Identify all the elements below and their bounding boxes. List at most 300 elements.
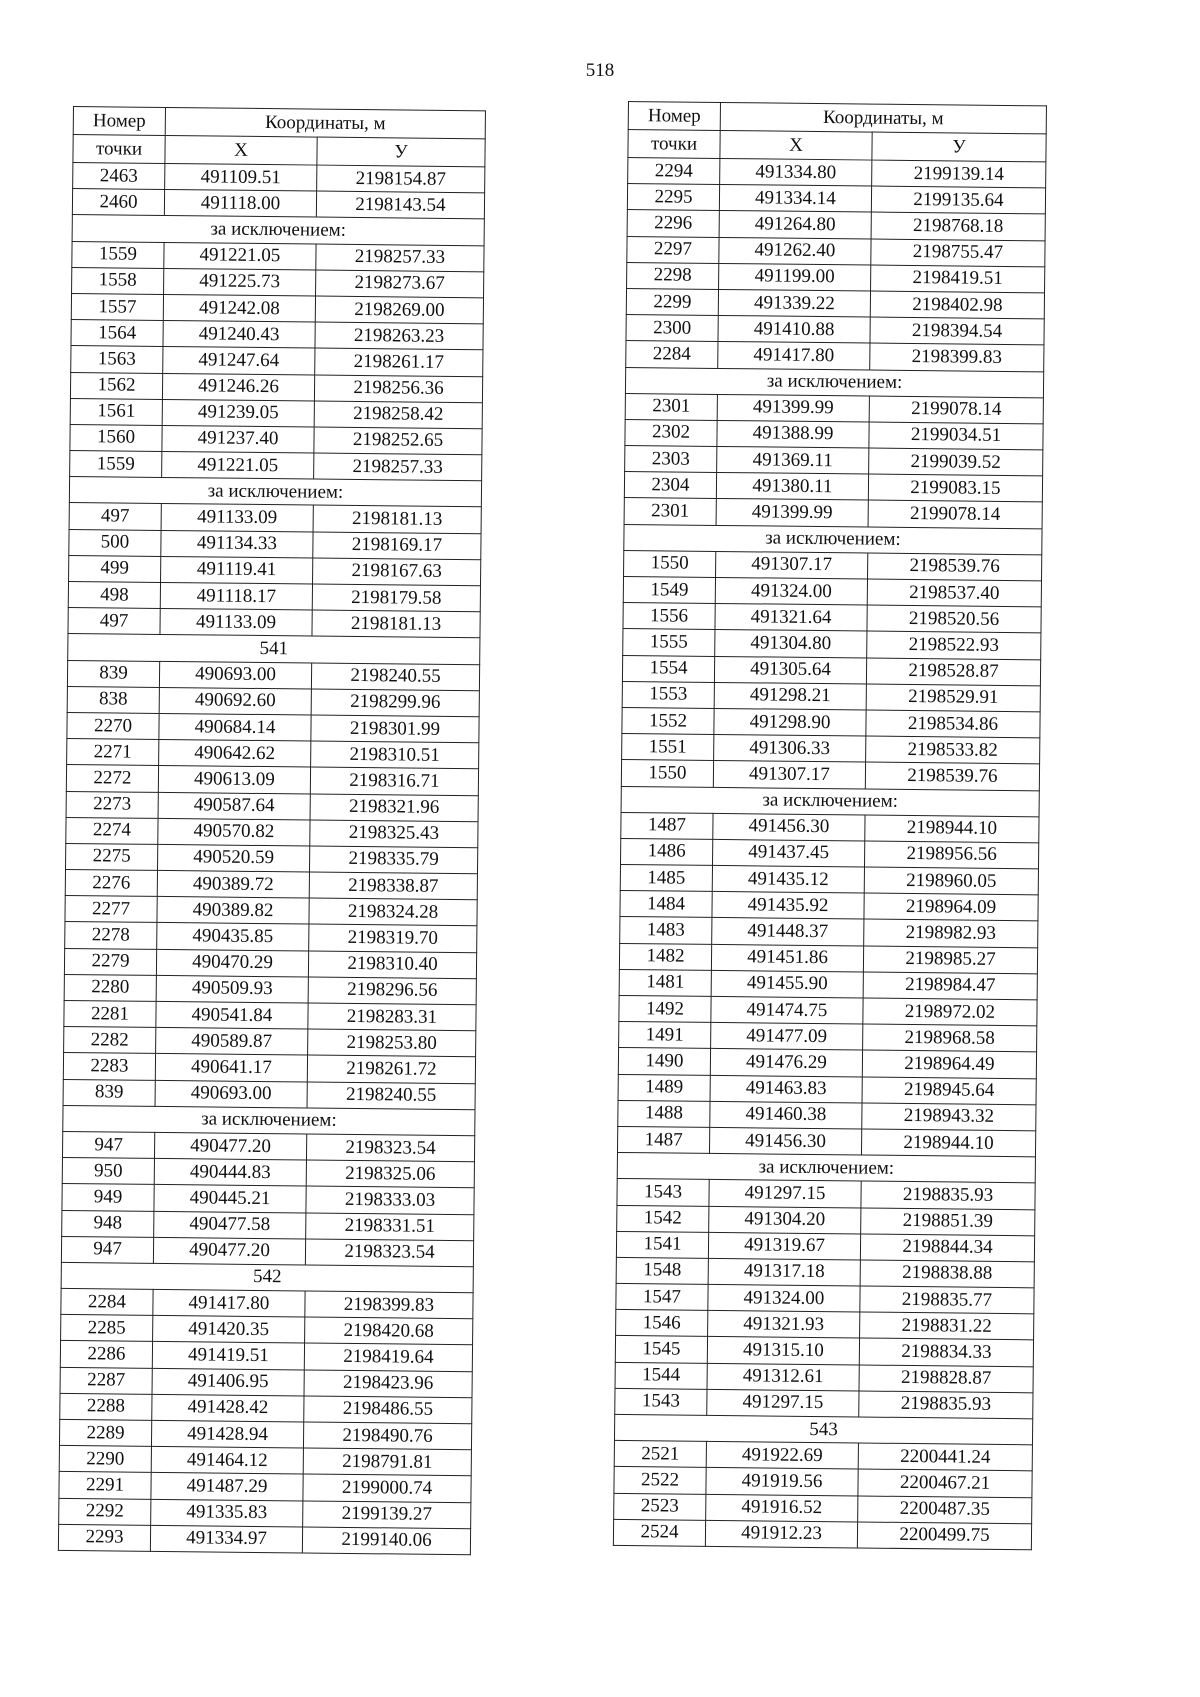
y-coordinate-cell: 2198399.83 — [870, 343, 1044, 371]
y-coordinate-cell: 2198835.77 — [860, 1286, 1034, 1314]
point-number-cell: 1559 — [72, 241, 164, 268]
point-number-cell: 1559 — [70, 451, 162, 478]
x-coordinate-cell: 491306.33 — [714, 735, 866, 763]
section-label: за исключением: — [617, 1153, 1035, 1184]
header-coordinates: Координаты, м — [165, 107, 485, 138]
x-coordinate-cell: 491307.17 — [716, 551, 868, 579]
point-number-cell: 839 — [67, 660, 159, 687]
y-coordinate-cell: 2199139.27 — [303, 1501, 471, 1529]
x-coordinate-cell: 491399.99 — [716, 499, 868, 527]
y-coordinate-cell: 2198423.96 — [304, 1370, 472, 1398]
point-number-cell: 2278 — [65, 922, 157, 949]
x-coordinate-cell: 491221.05 — [164, 242, 316, 270]
x-coordinate-cell: 491133.09 — [161, 504, 313, 532]
x-coordinate-cell: 491321.64 — [715, 604, 867, 632]
y-coordinate-cell: 2198323.54 — [306, 1134, 474, 1162]
x-coordinate-cell: 490684.14 — [159, 713, 311, 741]
point-number-cell: 2285 — [61, 1315, 153, 1342]
x-coordinate-cell: 490477.20 — [153, 1237, 305, 1265]
point-number-cell: 1484 — [620, 891, 712, 918]
point-number-cell: 2282 — [64, 1027, 156, 1054]
point-number-cell: 1487 — [617, 1126, 709, 1153]
point-number-cell: 2284 — [61, 1289, 153, 1316]
point-number-cell: 1483 — [620, 917, 712, 944]
x-coordinate-cell: 491456.30 — [713, 813, 865, 841]
x-coordinate-cell: 491388.99 — [717, 420, 869, 448]
point-number-cell: 1562 — [70, 372, 162, 399]
x-coordinate-cell: 491134.33 — [161, 530, 313, 558]
point-number-cell: 2296 — [627, 210, 719, 237]
header-point-number-line2: точки — [628, 130, 720, 159]
point-number-cell: 1556 — [623, 603, 715, 630]
x-coordinate-cell: 490693.00 — [155, 1080, 307, 1108]
x-coordinate-cell: 491419.51 — [152, 1342, 304, 1370]
x-coordinate-cell: 491109.51 — [165, 163, 317, 191]
y-coordinate-cell: 2198257.33 — [316, 244, 484, 272]
point-number-cell: 950 — [62, 1158, 154, 1185]
x-coordinate-cell: 491476.29 — [710, 1049, 862, 1077]
point-number-cell: 949 — [62, 1184, 154, 1211]
y-coordinate-cell: 2198321.96 — [310, 794, 478, 822]
x-coordinate-cell: 491435.12 — [712, 865, 864, 893]
point-number-cell: 2272 — [66, 765, 158, 792]
x-coordinate-cell: 491380.11 — [716, 473, 868, 501]
x-coordinate-cell: 490389.72 — [157, 870, 309, 898]
y-coordinate-cell: 2198263.23 — [315, 322, 483, 350]
point-number-cell: 2522 — [614, 1467, 706, 1494]
y-coordinate-cell: 2198169.17 — [313, 532, 481, 560]
x-coordinate-cell: 491477.09 — [711, 1023, 863, 1051]
point-number-cell: 2280 — [64, 974, 156, 1001]
y-coordinate-cell: 2199140.06 — [302, 1527, 470, 1555]
x-coordinate-cell: 491262.40 — [719, 237, 871, 265]
x-coordinate-cell: 491317.18 — [708, 1258, 860, 1286]
y-coordinate-cell: 2199034.51 — [869, 422, 1043, 450]
y-coordinate-cell: 2198324.28 — [309, 898, 477, 926]
table-row — [58, 1524, 470, 1555]
x-coordinate-cell: 490477.20 — [154, 1132, 306, 1160]
y-coordinate-cell: 2198972.02 — [863, 998, 1037, 1026]
x-coordinate-cell: 491298.21 — [714, 682, 866, 710]
x-coordinate-cell: 490693.00 — [159, 661, 311, 689]
point-number-cell: 2295 — [627, 184, 719, 211]
y-coordinate-cell: 2200499.75 — [857, 1522, 1031, 1550]
y-coordinate-cell: 2198310.51 — [311, 741, 479, 769]
y-coordinate-cell: 2198143.54 — [316, 191, 484, 219]
y-coordinate-cell: 2198296.56 — [308, 977, 476, 1005]
point-number-cell: 2290 — [59, 1446, 151, 1473]
y-coordinate-cell: 2198179.58 — [312, 584, 480, 612]
y-coordinate-cell: 2198537.40 — [867, 579, 1041, 607]
point-number-cell: 2304 — [624, 472, 716, 499]
y-coordinate-cell: 2198984.47 — [863, 972, 1037, 1000]
table-body-left — [58, 163, 485, 1555]
x-coordinate-cell: 491455.90 — [711, 970, 863, 998]
x-coordinate-cell: 491912.23 — [705, 1520, 857, 1548]
section-label: за исключением: — [624, 524, 1042, 555]
point-number-cell: 2291 — [59, 1472, 151, 1499]
y-coordinate-cell: 2198301.99 — [311, 715, 479, 743]
point-number-cell: 1546 — [616, 1310, 708, 1337]
point-number-cell: 1486 — [621, 838, 713, 865]
point-number-cell: 2524 — [613, 1519, 705, 1546]
x-coordinate-cell: 491133.09 — [160, 609, 312, 637]
point-number-cell: 1549 — [623, 576, 715, 603]
point-number-cell: 2521 — [614, 1441, 706, 1468]
y-coordinate-cell: 2198335.79 — [309, 846, 477, 874]
y-coordinate-cell: 2198533.82 — [866, 736, 1040, 764]
x-coordinate-cell: 490641.17 — [155, 1054, 307, 1082]
y-coordinate-cell: 2198828.87 — [859, 1365, 1033, 1393]
point-number-cell: 2273 — [66, 791, 158, 818]
point-number-cell: 947 — [62, 1131, 154, 1158]
section-label: 543 — [614, 1414, 1032, 1445]
y-coordinate-cell: 2199039.52 — [869, 448, 1043, 476]
y-coordinate-cell: 2198338.87 — [309, 872, 477, 900]
point-number-cell: 1548 — [616, 1257, 708, 1284]
y-coordinate-cell: 2198982.93 — [864, 919, 1038, 947]
point-number-cell: 1553 — [622, 681, 714, 708]
x-coordinate-cell: 491246.26 — [162, 373, 314, 401]
y-coordinate-cell: 2198257.33 — [314, 453, 482, 481]
x-coordinate-cell: 491242.08 — [163, 294, 315, 322]
y-coordinate-cell: 2198331.51 — [306, 1212, 474, 1240]
y-coordinate-cell: 2198323.54 — [305, 1239, 473, 1267]
x-coordinate-cell: 491239.05 — [162, 399, 314, 427]
y-coordinate-cell: 2198253.80 — [308, 1029, 476, 1057]
point-number-cell: 2523 — [614, 1493, 706, 1520]
y-coordinate-cell: 2198490.76 — [303, 1422, 471, 1450]
point-number-cell: 1482 — [619, 943, 711, 970]
x-coordinate-cell: 491410.88 — [718, 316, 870, 344]
y-coordinate-cell: 2198755.47 — [871, 239, 1045, 267]
page-number: 518 — [585, 60, 615, 81]
y-coordinate-cell: 2198316.71 — [310, 767, 478, 795]
y-coordinate-cell: 2198968.58 — [863, 1024, 1037, 1052]
table-row — [613, 1519, 1031, 1550]
y-coordinate-cell: 2198258.42 — [314, 401, 482, 429]
y-coordinate-cell: 2199078.14 — [868, 500, 1042, 528]
point-number-cell: 2301 — [624, 498, 716, 525]
point-number-cell: 1541 — [616, 1231, 708, 1258]
point-number-cell: 1560 — [70, 424, 162, 451]
y-coordinate-cell: 2198394.54 — [870, 317, 1044, 345]
x-coordinate-cell: 491118.17 — [160, 582, 312, 610]
point-number-cell: 2287 — [60, 1367, 152, 1394]
point-number-cell: 500 — [69, 529, 161, 556]
x-coordinate-cell: 491464.12 — [151, 1447, 303, 1475]
point-number-cell: 497 — [69, 503, 161, 530]
point-number-cell: 1561 — [70, 398, 162, 425]
x-coordinate-cell: 491319.67 — [708, 1232, 860, 1260]
point-number-cell: 2284 — [626, 341, 718, 368]
x-coordinate-cell: 491297.15 — [707, 1389, 859, 1417]
y-coordinate-cell: 2198539.76 — [868, 553, 1042, 581]
y-coordinate-cell: 2198844.34 — [860, 1234, 1034, 1262]
y-coordinate-cell: 2200467.21 — [858, 1469, 1032, 1497]
x-coordinate-cell: 491406.95 — [152, 1368, 304, 1396]
x-coordinate-cell: 491247.64 — [163, 347, 315, 375]
x-coordinate-cell: 491417.80 — [153, 1289, 305, 1317]
point-number-cell: 2270 — [67, 712, 159, 739]
point-number-cell: 839 — [63, 1079, 155, 1106]
y-coordinate-cell: 2199078.14 — [869, 396, 1043, 424]
x-coordinate-cell: 491334.80 — [720, 158, 872, 186]
point-number-cell: 1558 — [72, 267, 164, 294]
x-coordinate-cell: 491369.11 — [717, 447, 869, 475]
y-coordinate-cell: 2199083.15 — [868, 474, 1042, 502]
point-number-cell: 1542 — [617, 1205, 709, 1232]
point-number-cell: 1543 — [615, 1388, 707, 1415]
y-coordinate-cell: 2198252.65 — [314, 427, 482, 455]
x-coordinate-cell: 491474.75 — [711, 996, 863, 1024]
point-number-cell: 2275 — [66, 843, 158, 870]
y-coordinate-cell: 2198154.87 — [317, 165, 485, 193]
header-y: У — [317, 137, 485, 167]
x-coordinate-cell: 491399.99 — [717, 394, 869, 422]
y-coordinate-cell: 2198534.86 — [866, 710, 1040, 738]
coordinates-table-left — [58, 106, 486, 1555]
y-coordinate-cell: 2198402.98 — [870, 291, 1044, 319]
x-coordinate-cell: 491264.80 — [719, 211, 871, 239]
point-number-cell: 1547 — [616, 1284, 708, 1311]
y-coordinate-cell: 2198240.55 — [307, 1082, 475, 1110]
header-x: X — [720, 130, 872, 160]
x-coordinate-cell: 491487.29 — [151, 1473, 303, 1501]
y-coordinate-cell: 2198960.05 — [864, 867, 1038, 895]
x-coordinate-cell: 490570.82 — [158, 818, 310, 846]
point-number-cell: 1557 — [71, 293, 163, 320]
x-coordinate-cell: 490541.84 — [156, 1001, 308, 1029]
y-coordinate-cell: 2198851.39 — [861, 1207, 1035, 1235]
y-coordinate-cell: 2198768.18 — [871, 212, 1045, 240]
y-coordinate-cell: 2198420.68 — [305, 1317, 473, 1345]
x-coordinate-cell: 491428.94 — [151, 1420, 303, 1448]
y-coordinate-cell: 2198835.93 — [861, 1181, 1035, 1209]
x-coordinate-cell: 491919.56 — [706, 1468, 858, 1496]
y-coordinate-cell: 2198831.22 — [860, 1312, 1034, 1340]
point-number-cell: 2292 — [59, 1498, 151, 1525]
point-number-cell: 2276 — [65, 870, 157, 897]
point-number-cell: 2293 — [58, 1524, 150, 1551]
point-number-cell: 2302 — [625, 419, 717, 446]
point-number-cell: 2463 — [73, 163, 165, 190]
table-body-right — [613, 158, 1046, 1550]
y-coordinate-cell: 2198944.10 — [861, 1129, 1035, 1157]
x-coordinate-cell: 491221.05 — [162, 452, 314, 480]
y-coordinate-cell: 2198399.83 — [305, 1291, 473, 1319]
y-coordinate-cell: 2198256.36 — [314, 375, 482, 403]
point-number-cell: 1555 — [623, 629, 715, 656]
coordinates-table-right — [613, 101, 1047, 1550]
point-number-cell: 2281 — [64, 1000, 156, 1027]
point-number-cell: 1550 — [621, 760, 713, 787]
point-number-cell: 2279 — [64, 948, 156, 975]
point-number-cell: 498 — [68, 581, 160, 608]
y-coordinate-cell: 2198520.56 — [867, 605, 1041, 633]
point-number-cell: 1491 — [619, 1022, 711, 1049]
y-coordinate-cell: 2198310.40 — [308, 951, 476, 979]
point-number-cell: 2277 — [65, 896, 157, 923]
y-coordinate-cell: 2198838.88 — [860, 1260, 1034, 1288]
point-number-cell: 1544 — [615, 1362, 707, 1389]
point-number-cell: 1543 — [617, 1179, 709, 1206]
y-coordinate-cell: 2200441.24 — [858, 1443, 1032, 1471]
x-coordinate-cell: 491307.17 — [713, 761, 865, 789]
point-number-cell: 1481 — [619, 969, 711, 996]
x-coordinate-cell: 491315.10 — [707, 1337, 859, 1365]
point-number-cell: 2274 — [66, 817, 158, 844]
x-coordinate-cell: 491451.86 — [711, 944, 863, 972]
y-coordinate-cell: 2198261.17 — [315, 348, 483, 376]
x-coordinate-cell: 491456.30 — [709, 1127, 861, 1155]
x-coordinate-cell: 490613.09 — [158, 766, 310, 794]
y-coordinate-cell: 2198325.43 — [310, 820, 478, 848]
x-coordinate-cell: 491199.00 — [719, 263, 871, 291]
y-coordinate-cell: 2198240.55 — [311, 663, 479, 691]
point-number-cell: 499 — [69, 555, 161, 582]
x-coordinate-cell: 491916.52 — [706, 1494, 858, 1522]
point-number-cell: 1551 — [622, 734, 714, 761]
x-coordinate-cell: 490470.29 — [156, 949, 308, 977]
y-coordinate-cell: 2198181.13 — [312, 610, 480, 638]
header-point-number: Номер — [628, 102, 720, 131]
x-coordinate-cell: 491305.64 — [714, 656, 866, 684]
x-coordinate-cell: 491435.92 — [712, 892, 864, 920]
x-coordinate-cell: 491297.15 — [709, 1180, 861, 1208]
y-coordinate-cell: 2198529.91 — [866, 684, 1040, 712]
point-number-cell: 1545 — [615, 1336, 707, 1363]
y-coordinate-cell: 2198273.67 — [316, 270, 484, 298]
x-coordinate-cell: 490692.60 — [159, 687, 311, 715]
y-coordinate-cell: 2198181.13 — [313, 505, 481, 533]
x-coordinate-cell: 491324.00 — [715, 577, 867, 605]
x-coordinate-cell: 491334.14 — [719, 185, 871, 213]
x-coordinate-cell: 490435.85 — [157, 923, 309, 951]
x-coordinate-cell: 490509.93 — [156, 975, 308, 1003]
x-coordinate-cell: 491922.69 — [706, 1442, 858, 1470]
x-coordinate-cell: 491417.80 — [718, 342, 870, 370]
point-number-cell: 2271 — [67, 739, 159, 766]
point-number-cell: 948 — [62, 1210, 154, 1237]
x-coordinate-cell: 491437.45 — [712, 839, 864, 867]
y-coordinate-cell: 2198486.55 — [304, 1396, 472, 1424]
x-coordinate-cell: 491304.80 — [715, 630, 867, 658]
point-number-cell: 2288 — [60, 1393, 152, 1420]
y-coordinate-cell: 2199135.64 — [871, 186, 1045, 214]
point-number-cell: 1488 — [618, 1100, 710, 1127]
y-coordinate-cell: 2198333.03 — [306, 1186, 474, 1214]
header-point-number-line2: точки — [73, 135, 165, 164]
y-coordinate-cell: 2198943.32 — [862, 1103, 1036, 1131]
section-label: 542 — [61, 1262, 473, 1293]
point-number-cell: 838 — [67, 686, 159, 713]
y-coordinate-cell: 2198325.06 — [306, 1160, 474, 1188]
y-coordinate-cell: 2198419.64 — [304, 1343, 472, 1371]
x-coordinate-cell: 490587.64 — [158, 792, 310, 820]
point-number-cell: 1550 — [624, 550, 716, 577]
point-number-cell: 2283 — [63, 1053, 155, 1080]
x-coordinate-cell: 490445.21 — [154, 1185, 306, 1213]
point-number-cell: 1564 — [71, 320, 163, 347]
point-number-cell: 497 — [68, 608, 160, 635]
y-coordinate-cell: 2198956.56 — [864, 841, 1038, 869]
y-coordinate-cell: 2198528.87 — [866, 658, 1040, 686]
y-coordinate-cell: 2198261.72 — [307, 1055, 475, 1083]
point-number-cell: 2297 — [627, 236, 719, 263]
header-coordinates: Координаты, м — [720, 102, 1046, 133]
x-coordinate-cell: 491460.38 — [710, 1101, 862, 1129]
x-coordinate-cell: 491240.43 — [163, 321, 315, 349]
y-coordinate-cell: 2198419.51 — [871, 265, 1045, 293]
y-coordinate-cell: 2198945.64 — [862, 1077, 1036, 1105]
point-number-cell: 1489 — [618, 1074, 710, 1101]
y-coordinate-cell: 2198167.63 — [313, 558, 481, 586]
x-coordinate-cell: 491321.93 — [708, 1311, 860, 1339]
point-number-cell: 2299 — [626, 288, 718, 315]
header-point-number: Номер — [73, 107, 165, 136]
x-coordinate-cell: 491312.61 — [707, 1363, 859, 1391]
point-number-cell: 2460 — [72, 189, 164, 216]
section-label: за исключением: — [69, 477, 481, 508]
point-number-cell: 2294 — [628, 158, 720, 185]
y-coordinate-cell: 2198791.81 — [303, 1448, 471, 1476]
x-coordinate-cell: 491420.35 — [153, 1316, 305, 1344]
y-coordinate-cell: 2198835.93 — [859, 1391, 1033, 1419]
x-coordinate-cell: 491119.41 — [161, 556, 313, 584]
x-coordinate-cell: 491448.37 — [712, 918, 864, 946]
x-coordinate-cell: 490444.83 — [154, 1159, 306, 1187]
x-coordinate-cell: 491237.40 — [162, 425, 314, 453]
section-label: за исключением: — [621, 786, 1039, 817]
point-number-cell: 1490 — [618, 1048, 710, 1075]
y-coordinate-cell: 2200487.35 — [858, 1496, 1032, 1524]
y-coordinate-cell: 2198964.09 — [864, 893, 1038, 921]
point-number-cell: 1563 — [71, 346, 163, 373]
point-number-cell: 2286 — [60, 1341, 152, 1368]
section-label: 541 — [68, 634, 480, 665]
y-coordinate-cell: 2198299.96 — [311, 689, 479, 717]
y-coordinate-cell: 2198269.00 — [315, 296, 483, 324]
x-coordinate-cell: 490389.82 — [157, 897, 309, 925]
point-number-cell: 1554 — [622, 655, 714, 682]
point-number-cell: 1492 — [619, 995, 711, 1022]
point-number-cell: 2300 — [626, 315, 718, 342]
y-coordinate-cell: 2198985.27 — [863, 946, 1037, 974]
point-number-cell: 1485 — [620, 865, 712, 892]
section-label: за исключением: — [63, 1105, 475, 1136]
header-y: У — [872, 132, 1046, 162]
point-number-cell: 2303 — [625, 446, 717, 473]
x-coordinate-cell: 491335.83 — [151, 1499, 303, 1527]
section-label: за исключением: — [625, 367, 1043, 398]
x-coordinate-cell: 491298.90 — [714, 708, 866, 736]
section-label: за исключением: — [72, 215, 484, 246]
point-number-cell: 1552 — [622, 707, 714, 734]
y-coordinate-cell: 2198964.49 — [862, 1050, 1036, 1078]
x-coordinate-cell: 491324.00 — [708, 1284, 860, 1312]
y-coordinate-cell: 2199139.14 — [872, 160, 1046, 188]
x-coordinate-cell: 490520.59 — [157, 844, 309, 872]
y-coordinate-cell: 2198283.31 — [308, 1003, 476, 1031]
y-coordinate-cell: 2198944.10 — [865, 815, 1039, 843]
y-coordinate-cell: 2198539.76 — [865, 762, 1039, 790]
point-number-cell: 2289 — [59, 1419, 151, 1446]
x-coordinate-cell: 491428.42 — [152, 1394, 304, 1422]
y-coordinate-cell: 2198834.33 — [859, 1338, 1033, 1366]
point-number-cell: 947 — [61, 1236, 153, 1263]
x-coordinate-cell: 491225.73 — [164, 268, 316, 296]
